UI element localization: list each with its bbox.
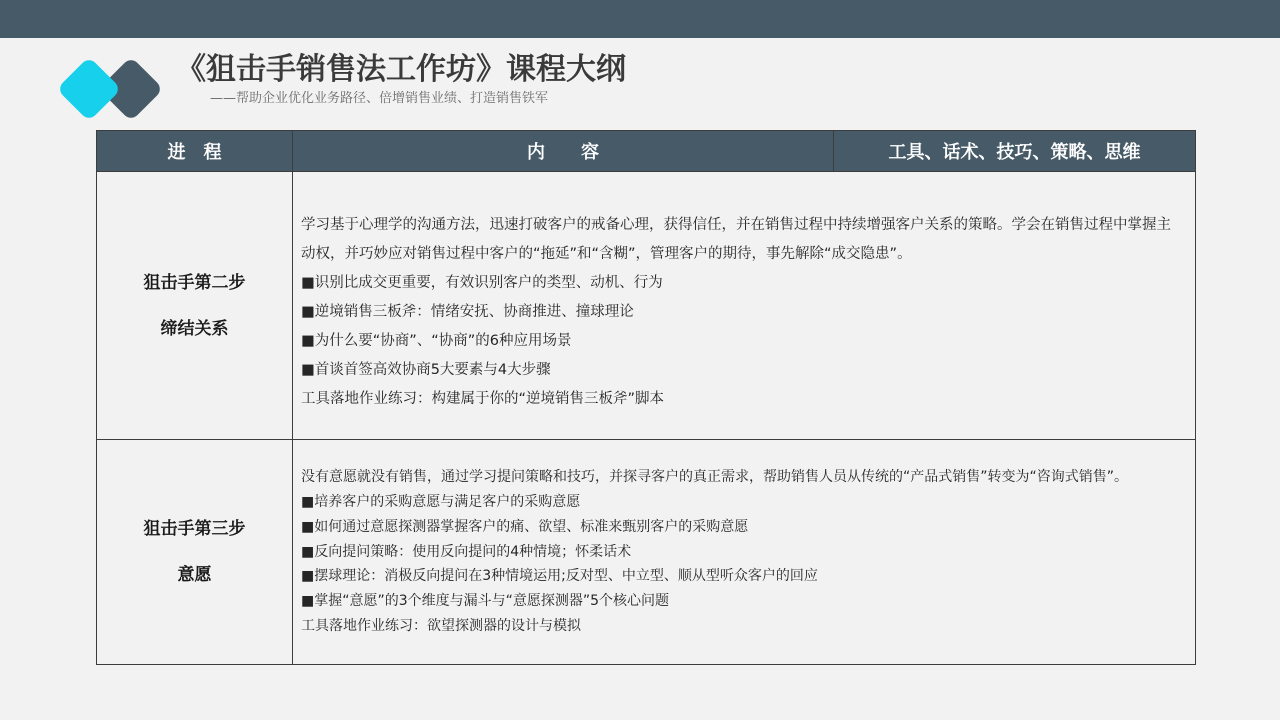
table-header-row <box>97 131 1196 172</box>
header-stage: 进 程 <box>97 131 293 172</box>
content-cell <box>293 172 1196 440</box>
diamond-cyan <box>56 56 121 121</box>
content-item: ■首谈首签高效协商5大要素与4大步骤 <box>301 362 551 378</box>
page-title: 《狙击手销售法工作坊》课程大纲 <box>176 52 626 87</box>
stage-cell <box>97 172 293 440</box>
stage-cell <box>97 440 293 665</box>
content-item: ■识别比成交更重要，有效识别客户的类型、动机、行为 <box>301 275 663 291</box>
content-item: ■培养客户的采购意愿与满足客户的采购意愿 <box>301 494 581 510</box>
logo-diamonds <box>56 56 168 122</box>
content-cell <box>293 440 1196 665</box>
content-intro: 学习基于心理学的沟通方法，迅速打破客户的戒备心理，获得信任，并在销售过程中持续增强客户关系的策略。学会在销售过程中掌握主动权，并巧妙应对销售过程中客户的“拖延”和“含糊”，管理客户的期待，事先解除“成交隐患”。 <box>301 217 1171 262</box>
stage-name: 狙击手第三步 <box>143 519 246 539</box>
content-item: ■反向提问策略：使用反向提问的4种情境；怀柔话术 <box>301 543 632 560</box>
content-intro: 没有意愿就没有销售，通过学习提问策略和技巧，并探寻客户的真正需求，帮助销售人员从传统的“产品式销售”转变为“咨询式销售”。 <box>301 469 1129 486</box>
content-item: ■如何通过意愿探测器掌握客户的痛、欲望、标准来甄别客户的采购意愿 <box>301 518 749 535</box>
content-exercise: 工具落地作业练习：构建属于你的“逆境销售三板斧”脚本 <box>301 391 665 407</box>
top-bar <box>0 0 1280 38</box>
table-row <box>97 440 1196 665</box>
header-content: 内 容 <box>293 131 834 172</box>
content-item: ■为什么要“协商”、“协商”的6种应用场景 <box>301 333 572 349</box>
stage-topic: 意愿 <box>177 565 212 585</box>
stage-topic: 缔结关系 <box>160 318 229 339</box>
table-row <box>97 172 1196 440</box>
content-item: ■逆境销售三板斧：情绪安抚、协商推进、撞球理论 <box>301 304 634 320</box>
course-outline-table <box>96 130 1196 665</box>
content-exercise: 工具落地作业练习：欲望探测器的设计与模拟 <box>301 617 581 634</box>
content-item: ■摆球理论：消极反向提问在3种情境运用;反对型、中立型、顺从型听众客户的回应 <box>301 568 818 585</box>
page-subtitle: ——帮助企业优化业务路径、倍增销售业绩、打造销售铁军 <box>210 91 549 106</box>
stage-name: 狙击手第二步 <box>143 272 246 293</box>
header-tools: 工具、话术、技巧、策略、思维 <box>834 131 1196 172</box>
content-item: ■掌握“意愿”的3个维度与漏斗与“意愿探测器”5个核心问题 <box>301 593 670 610</box>
